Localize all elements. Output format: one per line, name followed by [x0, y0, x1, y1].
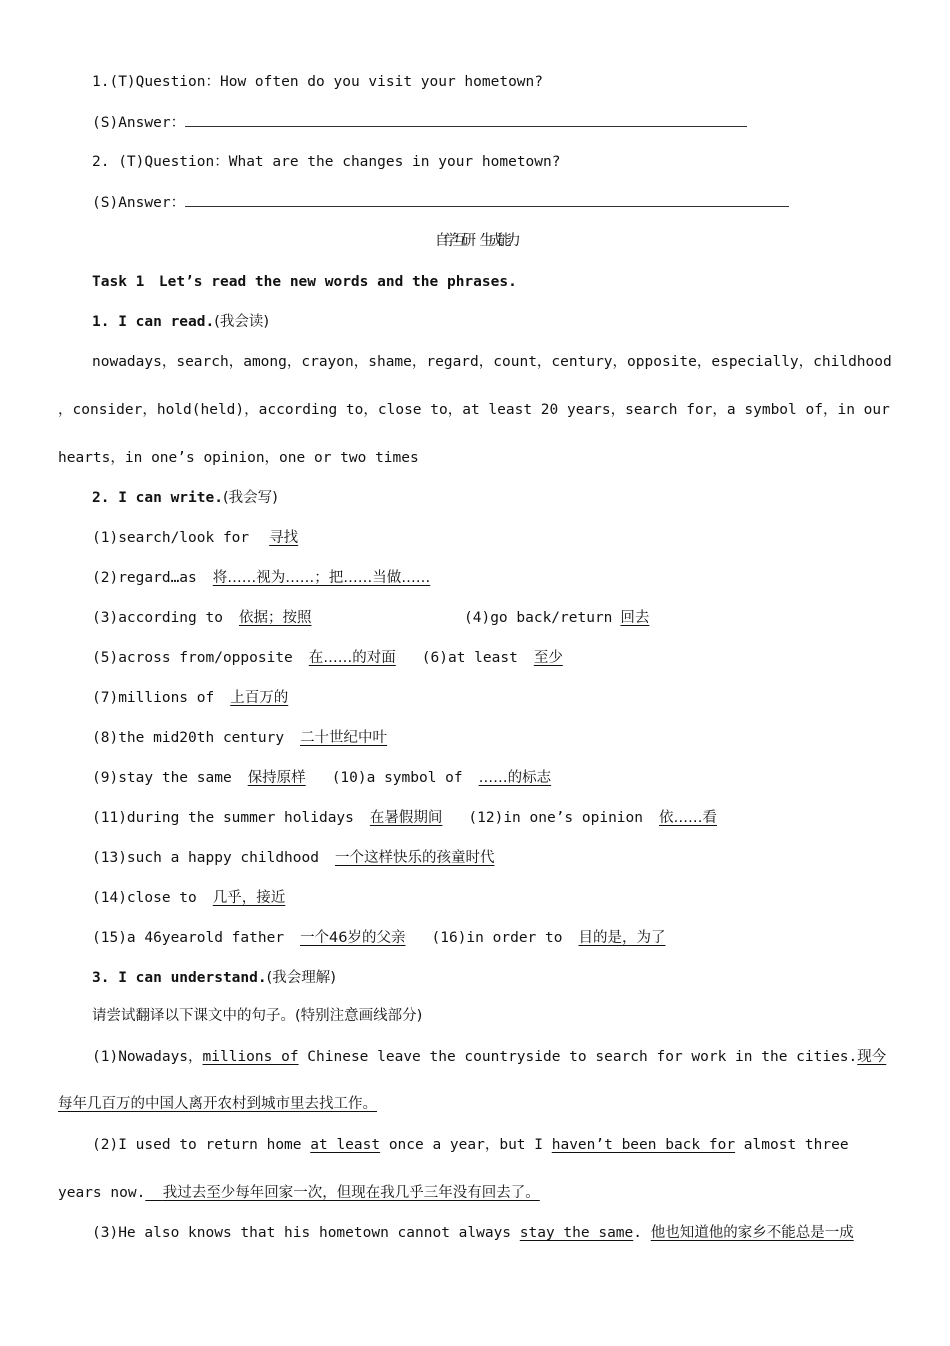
write-heading-cn: (我会写) [222, 490, 278, 506]
write-item-14 [92, 888, 285, 908]
write-item-15-en: (15)a 46yearold father [92, 930, 285, 946]
answer-2-blank[interactable] [185, 192, 789, 207]
write-item-6-en: (6)at least [421, 650, 518, 666]
write-item-2-cn: 将……视为……；把……当做…… [212, 570, 431, 586]
understand-heading-cn: (我会理解) [266, 970, 336, 986]
write-item-11-cn: 在暑假期间 [369, 810, 443, 826]
question-2-number: 2. [92, 154, 110, 170]
write-item-7-cn: 上百万的 [230, 690, 289, 706]
write-item-13-cn: 一个这样快乐的孩童时代 [334, 850, 495, 866]
write-item-11 [92, 808, 717, 828]
answer-1-blank[interactable] [185, 112, 747, 127]
sentence-1-underline: millions of [202, 1049, 299, 1065]
question-2 [92, 152, 560, 172]
write-item-10-en: (10)a symbol of [331, 770, 463, 786]
write-item-2-en: (2)regard…as [92, 570, 197, 586]
write-item-5-en: (5)across from/opposite [92, 650, 293, 666]
write-item-11-en: (11)during the summer holidays [92, 810, 354, 826]
write-item-5-cn: 在……的对面 [308, 650, 396, 666]
question-1 [92, 72, 543, 92]
understand-heading [92, 968, 336, 988]
write-item-4 [464, 608, 649, 628]
write-item-1 [92, 528, 298, 548]
write-item-10-cn: ……的标志 [478, 770, 552, 786]
write-item-5 [92, 648, 563, 668]
question-2-label: (T)Question： [118, 154, 229, 170]
section-title: 自学互研 生成能力 [434, 233, 516, 249]
write-item-9 [92, 768, 551, 788]
write-item-8-cn: 二十世纪中叶 [300, 730, 388, 746]
write-item-7-en: (7)millions of [92, 690, 215, 706]
sentence-2-underline-2: haven’t been back for [551, 1137, 736, 1153]
sentence-3-line-1 [92, 1223, 854, 1243]
sentence-3-suffix: . [633, 1225, 642, 1241]
write-item-7 [92, 688, 288, 708]
task-1-title: Task 1 Let’s read the new words and the phrases. [92, 274, 517, 290]
write-item-6-cn: 至少 [533, 650, 563, 666]
sentence-3-prefix: (3)He also knows that his hometown cannot always [92, 1225, 520, 1241]
sentence-3-translation: 他也知道他的家乡不能总是一成 [650, 1225, 854, 1241]
sentence-2-underline-1: at least [310, 1137, 381, 1153]
question-1-number: 1. [92, 74, 110, 90]
write-item-3-en: (3)according to [92, 610, 223, 626]
sentence-2-line-2 [58, 1183, 540, 1203]
question-2-text: What are the changes in your hometown? [228, 154, 561, 170]
read-words-line-1: nowadays，search，among，crayon，shame，regard，count，century，opposite，especially，childhood [92, 354, 892, 370]
write-item-12-en: (12)in one’s opinion [468, 810, 644, 826]
sentence-1-prefix: (1)Nowadays， [92, 1049, 203, 1065]
write-item-9-cn: 保持原样 [247, 770, 306, 786]
write-item-16-cn: 目的是，为了 [578, 930, 666, 946]
sentence-1-translation-start: 现今 [857, 1049, 887, 1065]
answer-2 [92, 192, 789, 213]
read-heading [92, 312, 269, 332]
sentence-3-underline: stay the same [519, 1225, 634, 1241]
sentence-2-line-1 [92, 1135, 849, 1155]
write-item-13-en: (13)such a happy childhood [92, 850, 319, 866]
answer-1-label: (S)Answer： [92, 115, 186, 131]
write-item-8-en: (8)the mid20th century [92, 730, 285, 746]
write-item-9-en: (9)stay the same [92, 770, 232, 786]
sentence-2-line-2-prefix: years now. [58, 1185, 146, 1201]
sentence-2-middle: once a year，but I [380, 1137, 552, 1153]
read-heading-cn: (我会读) [214, 314, 270, 330]
write-item-15 [92, 928, 665, 948]
write-item-2 [92, 568, 430, 588]
sentence-2-prefix: (2)I used to return home [92, 1137, 311, 1153]
write-item-13 [92, 848, 494, 868]
sentence-1-line-2 [58, 1094, 377, 1114]
question-1-label: (T)Question： [109, 74, 220, 90]
write-item-8 [92, 728, 387, 748]
write-item-15-cn: 一个46岁的父亲 [300, 930, 406, 946]
understand-heading-en: 3. I can understand. [92, 970, 267, 986]
understand-instruction: 请尝试翻译以下课文中的句子。(特别注意画线部分) [92, 1008, 423, 1024]
read-heading-en: 1. I can read. [92, 314, 215, 330]
answer-2-label: (S)Answer： [92, 195, 186, 211]
read-words-line-3: hearts，in one’s opinion，one or two times [58, 450, 419, 466]
write-item-4-en: (4)go back/return [464, 610, 613, 626]
write-item-14-en: (14)close to [92, 890, 197, 906]
write-item-12-cn: 依……看 [659, 810, 718, 826]
write-heading-en: 2. I can write. [92, 490, 223, 506]
write-item-4-cn: 回去 [620, 610, 650, 626]
write-item-14-cn: 几乎，接近 [212, 890, 286, 906]
answer-1 [92, 112, 747, 133]
read-words-line-2: ，consider，hold(held)，according to，close to，at least 20 years，search for，a symbol of，in our [58, 402, 890, 418]
write-item-3 [92, 608, 311, 628]
write-item-1-cn: 寻找 [269, 530, 299, 546]
sentence-1-line-1 [92, 1047, 886, 1067]
write-item-3-cn: 依据；按照 [238, 610, 312, 626]
write-item-16-en: (16)in order to [431, 930, 563, 946]
question-1-text: How often do you visit your hometown? [220, 74, 544, 90]
write-heading [92, 488, 278, 508]
sentence-1-translation-end: 每年几百万的中国人离开农村到城市里去找工作。 [58, 1096, 377, 1112]
sentence-1-text: Chinese leave the countryside to search for work in the cities. [298, 1049, 858, 1065]
sentence-2-suffix: almost three [735, 1137, 849, 1153]
sentence-2-translation: 我过去至少每年回家一次，但现在我几乎三年没有回去了。 [162, 1185, 540, 1201]
write-item-1-en: (1)search/look for [92, 530, 250, 546]
